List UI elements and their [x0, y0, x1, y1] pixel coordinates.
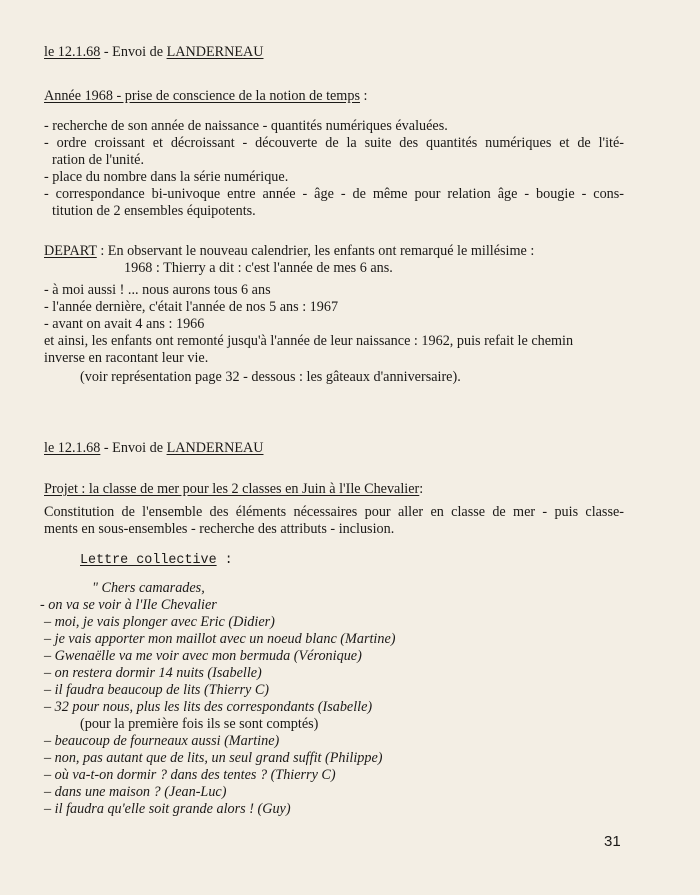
- constitution-line: Constitution de l'ensemble des éléments nécessaires pour aller en classe de mer - puis classe-: [44, 504, 624, 520]
- letter-line: – Gwenaëlle va me voir avec mon bermuda (Véronique): [44, 648, 362, 664]
- depart-label: DEPART: [44, 243, 97, 259]
- letter-line: – 32 pour nous, plus les lits des correspondants (Isabelle): [44, 699, 373, 715]
- letter-line: - on va se voir à l'Ile Chevalier: [40, 597, 217, 613]
- objective-text: - recherche de son année de naissance - quantités numériques évaluées.: [44, 118, 448, 134]
- section2-heading: [44, 440, 264, 457]
- projet-line: [44, 481, 423, 498]
- objective-item: - correspondance bi-univoque entre année - âge - de même pour relation âge - bougie - cons-: [44, 186, 624, 202]
- letter-line: – je vais apporter mon maillot avec un noeud blanc (Martine): [44, 631, 396, 647]
- letter-aside: (pour la première fois ils se sont comptés): [80, 716, 319, 732]
- conclusion-line: inverse en racontant leur vie.: [44, 350, 209, 366]
- objective-item: - place du nombre dans la série numérique.: [44, 169, 289, 185]
- letter-line: – dans une maison ? (Jean-Luc): [44, 784, 227, 800]
- objective-item: - ordre croissant et décroissant - découverte de la suite des quantités numériques et de l'ité-: [44, 135, 624, 151]
- letter-line: – moi, je vais plonger avec Eric (Didier): [44, 614, 275, 630]
- constitution-line: ments en sous-ensembles - recherche des attributs - inclusion.: [44, 521, 395, 537]
- letter-line: – où va-t-on dormir ? dans des tentes ? (Thierry C): [44, 767, 336, 783]
- section1-heading: [44, 44, 264, 61]
- letter-line: – il faudra beaucoup de lits (Thierry C): [44, 682, 270, 698]
- dialogue-line: - à moi aussi ! ... nous aurons tous 6 ans: [44, 282, 271, 298]
- lettre-heading: [80, 552, 233, 569]
- dialogue-line: - l'année dernière, c'était l'année de nos 5 ans : 1967: [44, 299, 339, 315]
- heading-sep: - Envoi de: [100, 440, 167, 456]
- letter-line: – non, pas autant que de lits, un seul grand suffit (Philippe): [44, 750, 383, 766]
- heading-place: LANDERNEAU: [166, 44, 264, 60]
- heading-sep: - Envoi de: [100, 44, 167, 60]
- depart-line: [44, 243, 624, 260]
- conclusion-line: et ainsi, les enfants ont remonté jusqu'à l'année de leur naissance : 1962, puis refait le chemin: [44, 333, 574, 349]
- heading-place: LANDERNEAU: [166, 440, 264, 456]
- objective-item: titution de 2 ensembles équipotents.: [52, 203, 256, 219]
- projet-text: Projet : la classe de mer pour les 2 classes en Juin à l'Ile Chevalier: [44, 481, 420, 497]
- depart-line: 1968 : Thierry a dit : c'est l'année de mes 6 ans.: [124, 260, 393, 276]
- heading-date: le 12.1.68: [44, 440, 101, 456]
- letter-line: " Chers camarades,: [92, 580, 205, 596]
- reference-note: (voir représentation page 32 - dessous : les gâteaux d'anniversaire).: [80, 369, 461, 385]
- letter-line: – on restera dormir 14 nuits (Isabelle): [44, 665, 262, 681]
- page-number: 31: [604, 833, 621, 850]
- subheading-text: Année 1968 - prise de conscience de la notion de temps: [44, 88, 360, 104]
- objective-item: [44, 118, 484, 135]
- subheading-colon: :: [359, 88, 368, 104]
- objective-item: ration de l'unité.: [52, 152, 144, 168]
- projet-colon: :: [419, 481, 424, 497]
- section1-subheading: [44, 88, 367, 105]
- lettre-label: Lettre collective: [80, 553, 217, 568]
- dialogue-line: - avant on avait 4 ans : 1966: [44, 316, 205, 332]
- depart-text: : En observant le nouveau calendrier, les enfants ont remarqué le millésime :: [96, 243, 535, 259]
- letter-line: – beaucoup de fourneaux aussi (Martine): [44, 733, 280, 749]
- lettre-colon: :: [216, 553, 233, 568]
- heading-date: le 12.1.68: [44, 44, 101, 60]
- letter-line: – il faudra qu'elle soit grande alors ! (Guy): [44, 801, 291, 817]
